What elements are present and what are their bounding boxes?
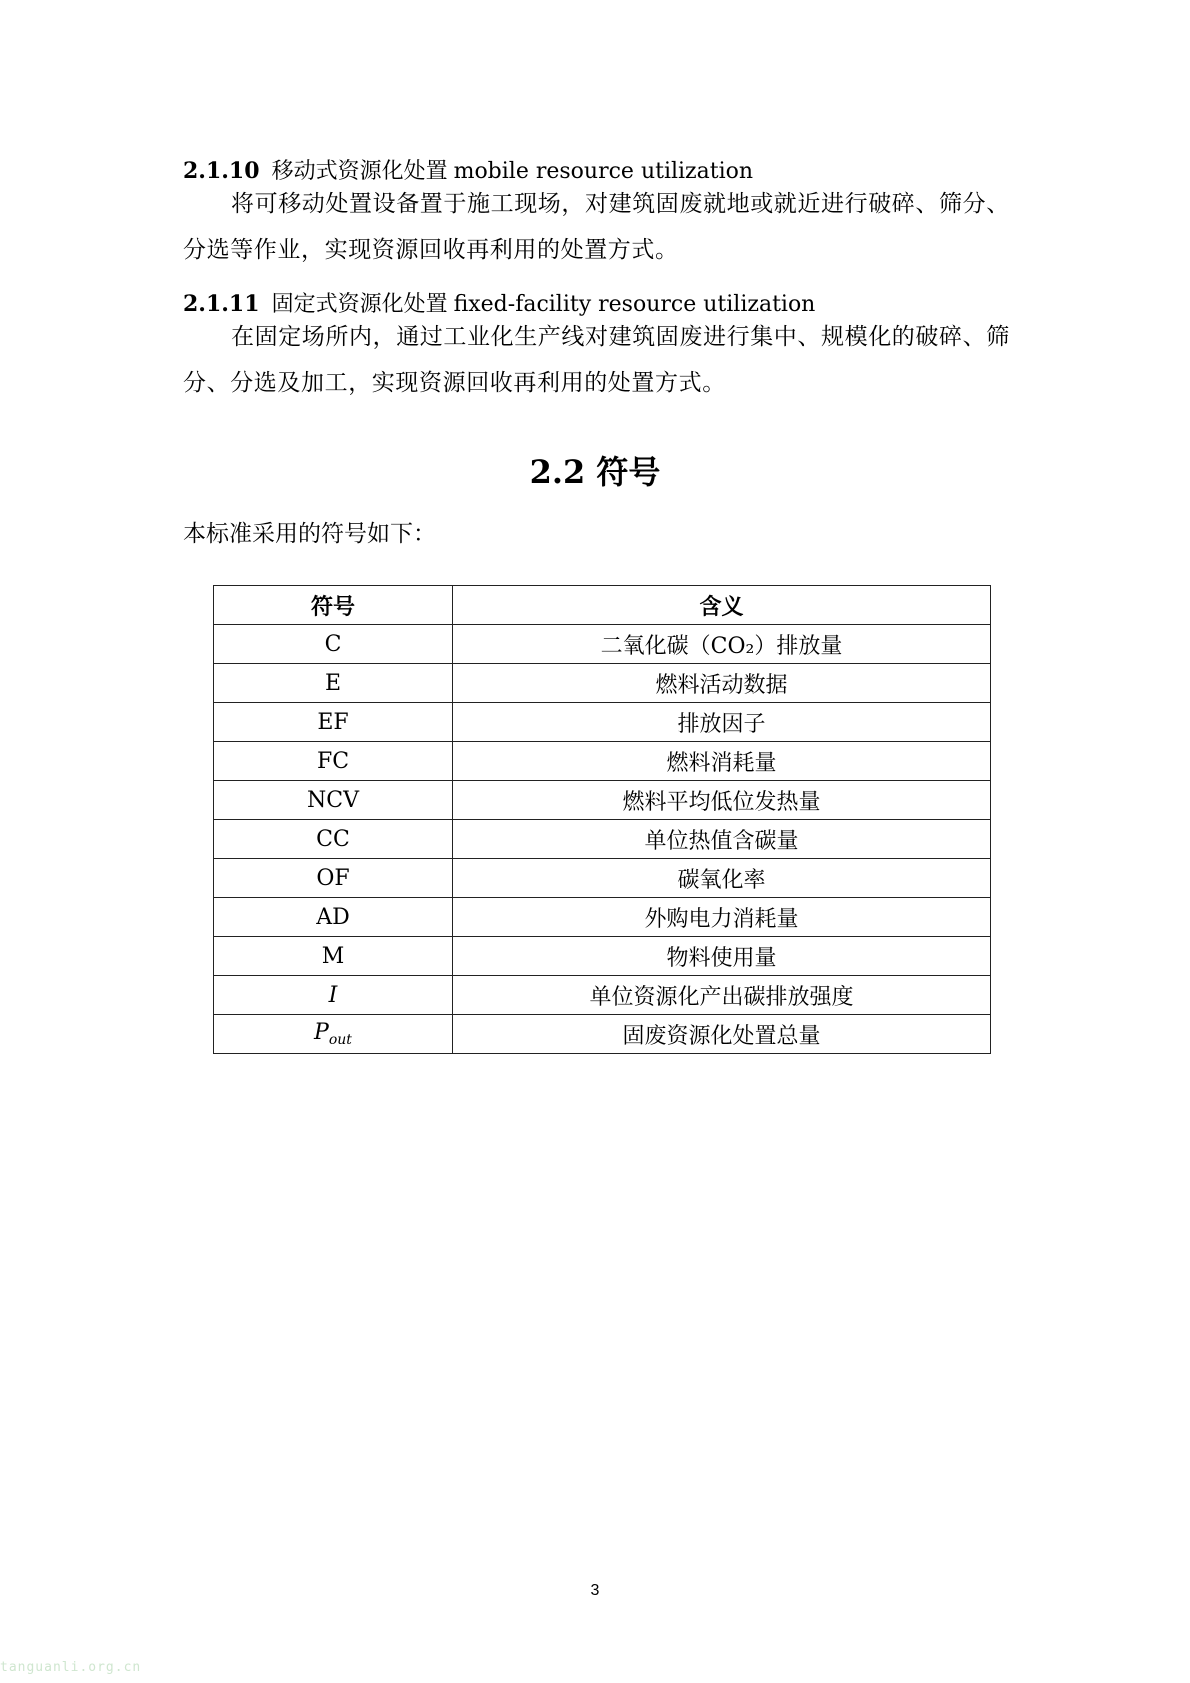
section-title-cn: 固定式资源化处置 bbox=[271, 292, 448, 317]
table-row bbox=[214, 625, 991, 664]
table-row bbox=[214, 1015, 991, 1054]
symbol-cell: I bbox=[214, 976, 453, 1015]
symbol-cell: OF bbox=[214, 859, 453, 898]
meaning-cell: 排放因子 bbox=[453, 703, 991, 742]
section-number: 2.1.10 bbox=[183, 158, 260, 184]
section-2-1-10-body: 将可移动处置设备置于施工现场，对建筑固废就地或就近进行破碎、筛分、分选等作业，实现资源回收再利用的处置方式。 bbox=[183, 191, 1010, 263]
section-title-en: fixed-facility resource utilization bbox=[453, 292, 816, 317]
meaning-cell: 固废资源化处置总量 bbox=[453, 1015, 991, 1054]
meaning-cell: 燃料平均低位发热量 bbox=[453, 781, 991, 820]
symbol-cell: C bbox=[214, 625, 453, 664]
symbols-intro: 本标准采用的符号如下： bbox=[183, 521, 436, 547]
table-row bbox=[214, 898, 991, 937]
symbol-cell: CC bbox=[214, 820, 453, 859]
table-row bbox=[214, 664, 991, 703]
header-symbol: 符号 bbox=[214, 586, 453, 625]
page-number: 3 bbox=[590, 1582, 600, 1599]
table-row bbox=[214, 976, 991, 1015]
section-number: 2.1.11 bbox=[183, 291, 260, 317]
table-row bbox=[214, 820, 991, 859]
symbol-cell bbox=[214, 1015, 453, 1054]
meaning-cell: 单位热值含碳量 bbox=[453, 820, 991, 859]
meaning-cell: 外购电力消耗量 bbox=[453, 898, 991, 937]
section-title-cn: 移动式资源化处置 bbox=[271, 159, 448, 184]
table-row bbox=[214, 937, 991, 976]
meaning-cell: 燃料活动数据 bbox=[453, 664, 991, 703]
section-title-en: mobile resource utilization bbox=[453, 159, 754, 184]
symbol-cell: NCV bbox=[214, 781, 453, 820]
symbol-cell: FC bbox=[214, 742, 453, 781]
meaning-cell: 碳氧化率 bbox=[453, 859, 991, 898]
meaning-cell: 物料使用量 bbox=[453, 937, 991, 976]
symbol-subscript: out bbox=[328, 1032, 352, 1048]
symbol-main: P bbox=[314, 1020, 329, 1045]
table-row bbox=[214, 703, 991, 742]
symbol-cell: AD bbox=[214, 898, 453, 937]
table-header-row bbox=[214, 586, 991, 625]
meaning-cell: 二氧化碳（CO₂）排放量 bbox=[453, 625, 991, 664]
meaning-cell: 单位资源化产出碳排放强度 bbox=[453, 976, 991, 1015]
symbol-cell: E bbox=[214, 664, 453, 703]
meaning-cell: 燃料消耗量 bbox=[453, 742, 991, 781]
header-meaning: 含义 bbox=[453, 586, 991, 625]
symbols-table bbox=[213, 585, 991, 1054]
table-row bbox=[214, 859, 991, 898]
section-2-2-heading: 2.2 符号 bbox=[529, 453, 661, 491]
watermark: tanguanli.org.cn bbox=[0, 1660, 142, 1675]
section-2-1-11-body: 在固定场所内，通过工业化生产线对建筑固废进行集中、规模化的破碎、筛分、分选及加工，实现资源回收再利用的处置方式。 bbox=[183, 324, 1010, 396]
table-row bbox=[214, 742, 991, 781]
symbol-cell: M bbox=[214, 937, 453, 976]
symbol-cell: EF bbox=[214, 703, 453, 742]
table-row bbox=[214, 781, 991, 820]
